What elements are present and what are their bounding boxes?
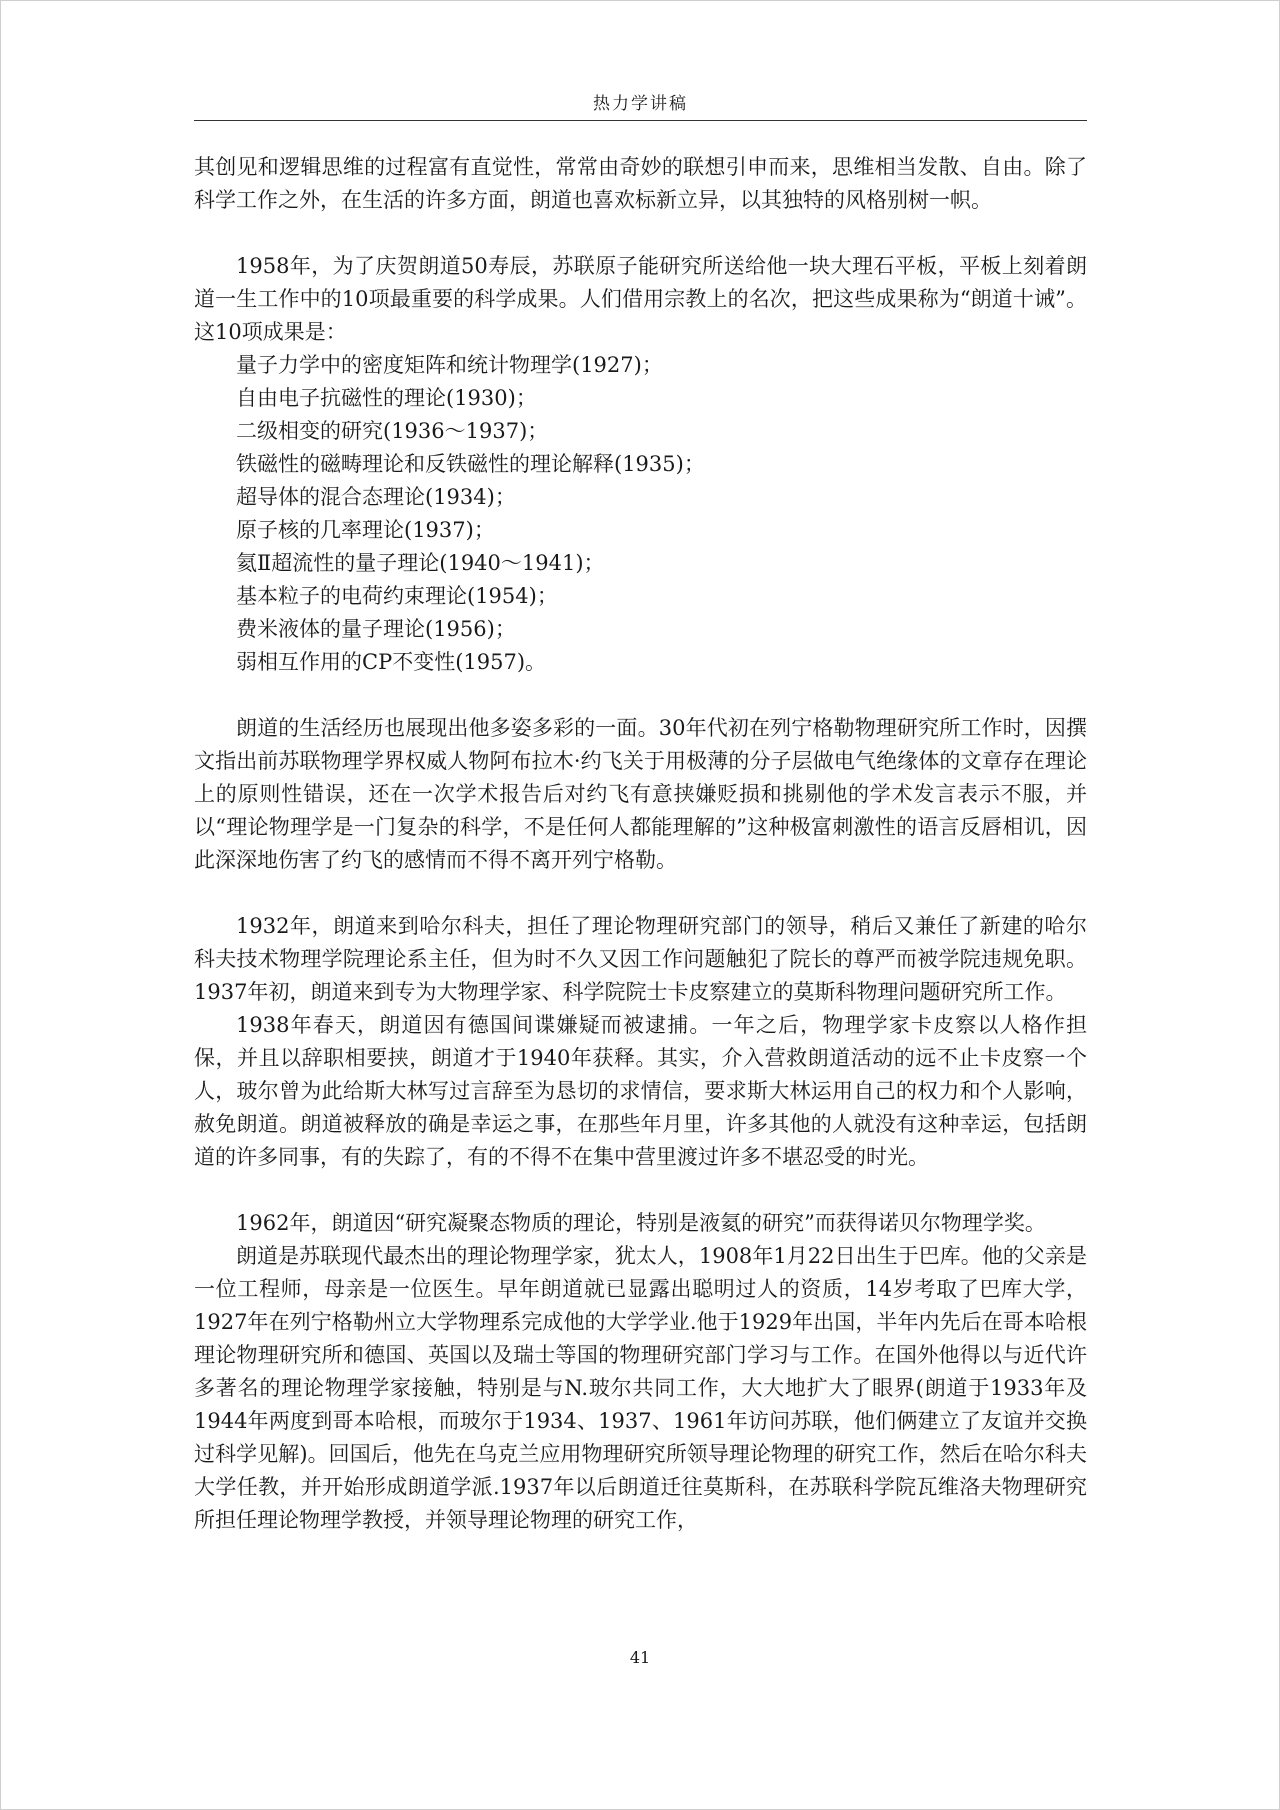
page-number: 41: [629, 1648, 651, 1667]
list-item: 二级相变的研究(1936～1937)；: [236, 419, 549, 443]
page-body: [194, 151, 1087, 1537]
list-item: 自由电子抗磁性的理论(1930)；: [236, 386, 537, 410]
list-item: 费米液体的量子理论(1956)；: [236, 617, 516, 641]
list-item: 铁磁性的磁畴理论和反铁磁性的理论解释(1935)；: [236, 452, 705, 476]
paragraph-3: 朗道的生活经历也展现出他多姿多彩的一面。30年代初在列宁格勒物理研究所工作时，因撰文指出前苏联物理学界权威人物阿布拉木·约飞关于用极薄的分子层做电气绝缘体的文章存在理论上的原则性错误，还在一次学术报告后对约飞有意挟嫌贬损和挑剔他的学术发言表示不服，并以“理论物理学是一门复杂的科学，不是任何人都能理解的”这种极富刺激性的语言反唇相讥，因此深深地伤害了约飞的感情而不得不离开列宁格勒。: [194, 716, 1087, 872]
list-item: 原子核的几率理论(1937)；: [236, 518, 495, 542]
achievement-list: [194, 349, 1087, 679]
paragraph-4: 1932年，朗道来到哈尔科夫，担任了理论物理研究部门的领导，稍后又兼任了新建的哈尔科夫技术物理学院理论系主任，但为时不久又因工作问题触犯了院长的尊严而被学院违规免职。1937年初，朗道来到专为大物理学家、科学院院士卡皮察建立的莫斯科物理问题研究所工作。: [194, 914, 1087, 1004]
paragraph-1: 其创见和逻辑思维的过程富有直觉性，常常由奇妙的联想引申而来，思维相当发散、自由。除了科学工作之外，在生活的许多方面，朗道也喜欢标新立异，以其独特的风格别树一帜。: [194, 155, 1087, 212]
list-item: 量子力学中的密度矩阵和统计物理学(1927)；: [236, 353, 663, 377]
paragraph-2: 1958年，为了庆贺朗道50寿辰，苏联原子能研究所送给他一块大理石平板，平板上刻着朗道一生工作中的10项最重要的科学成果。人们借用宗教上的名次，把这些成果称为“朗道十诫”。这10项成果是：: [194, 254, 1087, 344]
paragraph-6: 1962年，朗道因“研究凝聚态物质的理论，特别是液氦的研究”而获得诺贝尔物理学奖。: [236, 1211, 1046, 1235]
paragraph-7: 朗道是苏联现代最杰出的理论物理学家，犹太人，1908年1月22日出生于巴库。他的父亲是一位工程师，母亲是一位医生。早年朗道就已显露出聪明过人的资质，14岁考取了巴库大学，1927年在列宁格勒州立大学物理系完成他的大学学业.他于1929年出国，半年内先后在哥本哈根理论物理研究所和德国、英国以及瑞士等国的物理研究部门学习与工作。在国外他得以与近代许多著名的理论物理学家接触，特别是与N.玻尔共同工作，大大地扩大了眼界(朗道于1933年及1944年两度到哥本哈根，而玻尔于1934、1937、1961年访问苏联，他们俩建立了友谊并交换过科学见解)。回国后，他先在乌克兰应用物理研究所领导理论物理的研究工作，然后在哈尔科夫大学任教，并开始形成朗道学派.1937年以后朗道迁往莫斯科，在苏联科学院瓦维洛夫物理研究所担任理论物理学教授，并领导理论物理的研究工作，: [194, 1244, 1087, 1532]
running-header: 热力学讲稿: [194, 89, 1087, 121]
paragraph-5: 1938年春天，朗道因有德国间谍嫌疑而被逮捕。一年之后，物理学家卡皮察以人格作担保，并且以辞职相要挟，朗道才于1940年获释。其实，介入营救朗道活动的远不止卡皮察一个人，玻尔曾为此给斯大林写过言辞至为恳切的求情信，要求斯大林运用自己的权力和个人影响，赦免朗道。朗道被释放的确是幸运之事，在那些年月里，许多其他的人就没有这种幸运，包括朗道的许多同事，有的失踪了，有的不得不在集中营里渡过许多不堪忍受的时光。: [194, 1013, 1087, 1169]
list-item: 基本粒子的电荷约束理论(1954)；: [236, 584, 558, 608]
list-item: 弱相互作用的CP不变性(1957)。: [236, 650, 547, 674]
list-item: 超导体的混合态理论(1934)；: [236, 485, 516, 509]
list-item: 氦Ⅱ超流性的量子理论(1940～1941)；: [236, 551, 605, 575]
